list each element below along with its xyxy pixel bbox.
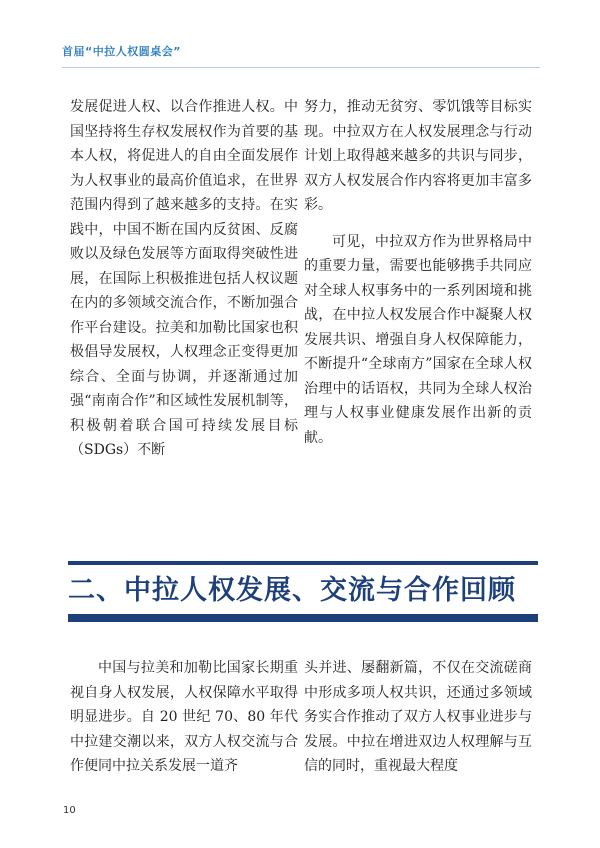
paragraph: 努力，推动无贫穷、零饥饿等目标实现。中拉双方在人权发展理念与行动计划上取得越来越多的共识与同步，双方人权发展合作内容将更加丰富多彩。 [304, 99, 532, 213]
top-right-column [304, 95, 532, 450]
paragraph: 头并进、屡翻新篇，不仅在交流磋商中形成多项人权共识，还通过多领域务实合作推动了双方人权事业进步与发展。中拉在增进双边人权理解与互信的同时，重视最大程度 [304, 660, 532, 774]
running-header-title: 首届“中拉人权圆桌会” [62, 45, 181, 58]
paragraph: 发展促进人权、以合作推进人权。中国坚持将生存权发展权作为首要的基本人权，将促进人的自由全面发展作为人权事业的最高价值追求，在世界范围内得到了越来越多的支持。在实践中，中国不断在国内反贫困、反腐败以及绿色发展等方面取得突破性进展，在国际上积极推进包括人权议题在内的多领域交流合作，不断加强合作平台建设。拉美和加勒比国家也积极倡导发展权，人权理念正变得更加综合、全面与协调，并逐渐通过加强“南南合作”和区域性发展机制等，积极朝着联合国可持续发展目标（SDGs）不断 [70, 99, 298, 458]
header-divider [62, 67, 540, 68]
top-left-column [70, 95, 298, 463]
bottom-right-column [304, 656, 532, 779]
section-rule-bottom [68, 614, 538, 622]
section-heading: 二、中拉人权发展、交流与合作回顾 [68, 575, 516, 606]
bottom-left-column [70, 656, 298, 779]
paragraph: 可见，中拉双方作为世界格局中的重要力量，需要也能够携手共同应对全球人权事务中的一系列困境和挑战，在中拉人权发展合作中凝聚人权发展共识、增强自身人权保障能力，不断提升“全球南方”国家在全球人权治理中的话语权，共同为全球人权治理与人权事业健康发展作出新的贡献。 [304, 233, 532, 446]
section-rule-top [68, 561, 538, 565]
paragraph: 中国与拉美和加勒比国家长期重视自身人权发展，人权保障水平取得明显进步。自 20 世纪 70、80 年代中拉建交潮以来，双方人权交流与合作便同中拉关系发展一道齐 [70, 660, 298, 774]
page-number: 10 [63, 805, 76, 816]
